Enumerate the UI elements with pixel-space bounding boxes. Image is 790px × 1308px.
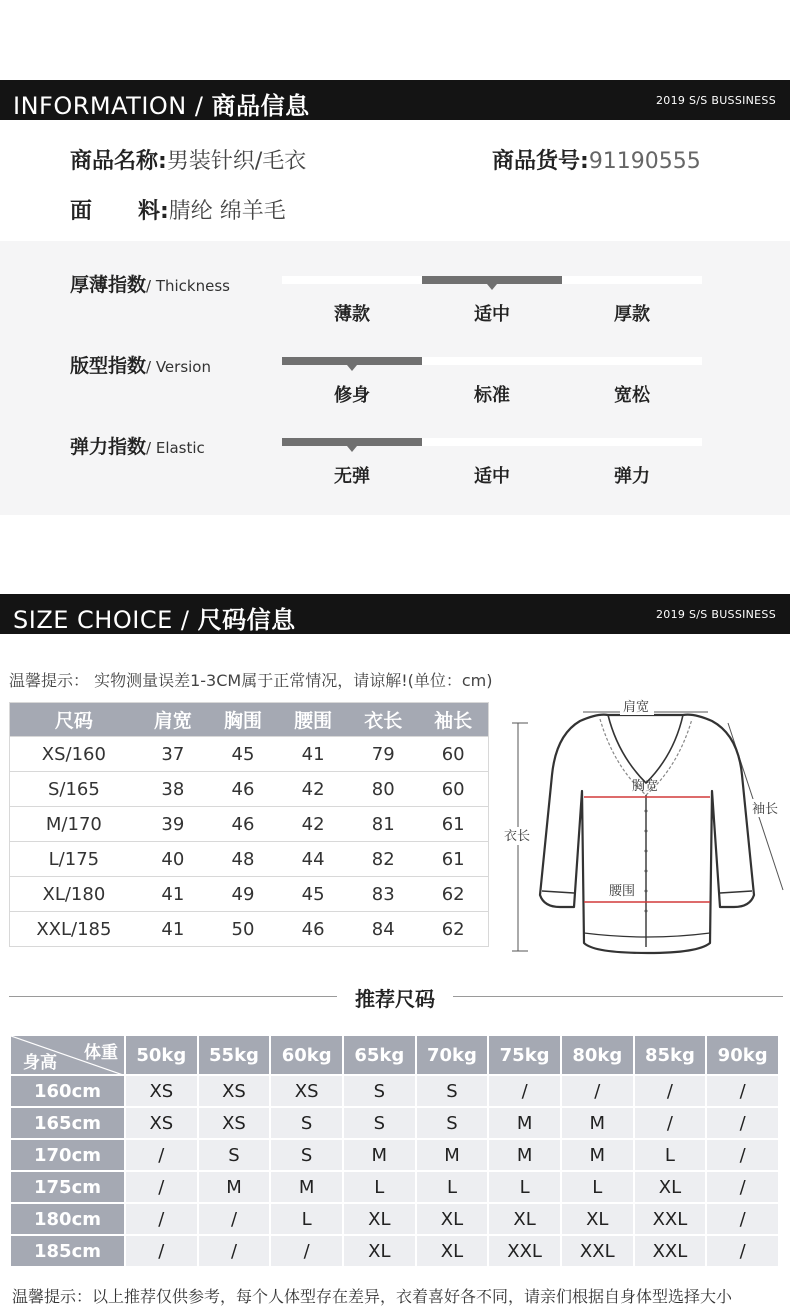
size-table-row bbox=[10, 877, 489, 912]
size-cell-value: 62 bbox=[418, 912, 488, 947]
recommend-size-cell: XS bbox=[198, 1107, 271, 1139]
sleeve-label: 袖长 bbox=[752, 802, 779, 817]
recommend-size-cell: / bbox=[706, 1107, 779, 1139]
size-cell-value: 61 bbox=[418, 842, 488, 877]
information-header bbox=[0, 80, 790, 120]
recommend-size-cell: XL bbox=[488, 1203, 561, 1235]
recommend-size-cell: / bbox=[270, 1235, 343, 1267]
recommend-size-cell: L bbox=[634, 1139, 707, 1171]
size-cell-value: 42 bbox=[278, 807, 348, 842]
recommend-size-cell: / bbox=[125, 1203, 198, 1235]
recommend-size-cell: M bbox=[488, 1107, 561, 1139]
recommend-size-cell: XXL bbox=[634, 1235, 707, 1267]
recommend-size-cell: L bbox=[270, 1203, 343, 1235]
size-cell-value: 46 bbox=[208, 807, 278, 842]
recommend-table bbox=[9, 1034, 780, 1268]
size-cell-value: 62 bbox=[418, 877, 488, 912]
elastic-bar bbox=[282, 438, 702, 446]
version-option-loose: 宽松 bbox=[614, 385, 650, 406]
product-code: 商品货号:91190555 bbox=[492, 149, 701, 174]
size-cell-value: 45 bbox=[278, 877, 348, 912]
weight-header-cell: 70kg bbox=[416, 1035, 489, 1075]
weight-header-cell: 60kg bbox=[270, 1035, 343, 1075]
size-table-row bbox=[10, 772, 489, 807]
recommend-size-cell: / bbox=[125, 1171, 198, 1203]
size-header bbox=[0, 594, 790, 634]
size-table-header bbox=[10, 703, 489, 737]
weight-header-cell: 90kg bbox=[706, 1035, 779, 1075]
recommend-size-cell: / bbox=[706, 1235, 779, 1267]
elastic-option-medium: 适中 bbox=[474, 466, 510, 487]
elastic-option-none: 无弹 bbox=[334, 466, 370, 487]
elastic-option-stretch: 弹力 bbox=[614, 466, 650, 487]
recommend-size-cell: XS bbox=[125, 1075, 198, 1107]
size-cell-value: 41 bbox=[138, 877, 208, 912]
size-title: SIZE CHOICE / 尺码信息 bbox=[13, 606, 296, 634]
recommend-corner-cell bbox=[10, 1035, 125, 1075]
recommend-size-cell: / bbox=[706, 1203, 779, 1235]
recommend-size-cell: L bbox=[561, 1171, 634, 1203]
recommend-footer-note: 温馨提示：以上推荐仅供参考，每个人体型存在差异，衣着喜好各不同，请亲们根据自身体型选择大小 bbox=[12, 1287, 733, 1306]
recommend-size-cell: / bbox=[488, 1075, 561, 1107]
weight-header-cell: 75kg bbox=[488, 1035, 561, 1075]
recommend-size-cell: M bbox=[561, 1107, 634, 1139]
recommend-table-row bbox=[10, 1203, 779, 1235]
recommend-size-cell: L bbox=[343, 1171, 416, 1203]
size-cell-value: 37 bbox=[138, 737, 208, 772]
size-table bbox=[9, 702, 489, 947]
height-axis-label: 身高 bbox=[23, 1053, 57, 1073]
height-row-header: 175cm bbox=[10, 1171, 125, 1203]
length-label: 衣长 bbox=[504, 829, 531, 844]
shoulder-label: 肩宽 bbox=[623, 700, 650, 715]
size-note: 温馨提示： 实物测量误差1-3CM属于正常情况，请谅解!(单位：cm) bbox=[9, 671, 493, 690]
size-cell-value: 82 bbox=[348, 842, 418, 877]
recommend-size-cell: XL bbox=[634, 1171, 707, 1203]
size-cell-value: 61 bbox=[418, 807, 488, 842]
size-table-row bbox=[10, 737, 489, 772]
recommend-size-cell: S bbox=[198, 1139, 271, 1171]
size-col-header: 腰围 bbox=[278, 703, 348, 737]
recommend-title: 推荐尺码 bbox=[355, 987, 435, 1011]
recommend-size-cell: S bbox=[343, 1075, 416, 1107]
recommend-size-cell: XL bbox=[343, 1235, 416, 1267]
thickness-option-thick: 厚款 bbox=[614, 304, 650, 325]
recommend-table-row bbox=[10, 1171, 779, 1203]
elastic-selected-fill bbox=[282, 438, 422, 446]
weight-header-cell: 80kg bbox=[561, 1035, 634, 1075]
product-material: 面 料:腈纶 绵羊毛 bbox=[70, 199, 286, 224]
size-cell-value: 60 bbox=[418, 772, 488, 807]
height-row-header: 180cm bbox=[10, 1203, 125, 1235]
version-label: 版型指数/ Version bbox=[70, 355, 211, 377]
divider-right bbox=[453, 996, 783, 997]
elastic-label: 弹力指数/ Elastic bbox=[70, 436, 205, 458]
weight-header-cell: 55kg bbox=[198, 1035, 271, 1075]
size-cell-value: 40 bbox=[138, 842, 208, 877]
product-name: 商品名称:男装针织/毛衣 bbox=[70, 149, 307, 174]
recommend-size-cell: XS bbox=[125, 1107, 198, 1139]
recommend-table-row bbox=[10, 1107, 779, 1139]
size-cell-value: 49 bbox=[208, 877, 278, 912]
waist-label: 腰围 bbox=[609, 884, 636, 899]
size-col-header: 衣长 bbox=[348, 703, 418, 737]
weight-header-cell: 85kg bbox=[634, 1035, 707, 1075]
size-cell-size: L/175 bbox=[10, 842, 138, 877]
size-cell-value: 80 bbox=[348, 772, 418, 807]
size-cell-value: 39 bbox=[138, 807, 208, 842]
recommend-size-cell: / bbox=[706, 1139, 779, 1171]
recommend-size-cell: S bbox=[270, 1139, 343, 1171]
size-cell-value: 60 bbox=[418, 737, 488, 772]
version-pointer bbox=[347, 365, 357, 371]
size-cell-value: 50 bbox=[208, 912, 278, 947]
information-subtitle: 2019 S/S BUSSINESS bbox=[655, 94, 776, 107]
size-cell-value: 83 bbox=[348, 877, 418, 912]
recommend-size-cell: S bbox=[343, 1107, 416, 1139]
chest-label: 胸宽 bbox=[632, 779, 659, 794]
recommend-size-cell: M bbox=[343, 1139, 416, 1171]
thickness-bar bbox=[282, 276, 702, 284]
sweater-neck bbox=[608, 715, 683, 783]
recommend-size-cell: / bbox=[706, 1171, 779, 1203]
size-cell-value: 81 bbox=[348, 807, 418, 842]
size-cell-value: 46 bbox=[278, 912, 348, 947]
weight-header-cell: 50kg bbox=[125, 1035, 198, 1075]
recommend-size-cell: XS bbox=[270, 1075, 343, 1107]
size-col-header: 肩宽 bbox=[138, 703, 208, 737]
recommend-size-cell: / bbox=[634, 1107, 707, 1139]
recommend-size-cell: L bbox=[416, 1171, 489, 1203]
recommend-table-row bbox=[10, 1235, 779, 1267]
height-row-header: 160cm bbox=[10, 1075, 125, 1107]
recommend-size-cell: / bbox=[125, 1139, 198, 1171]
recommend-size-cell: XXL bbox=[488, 1235, 561, 1267]
thickness-option-thin: 薄款 bbox=[334, 304, 370, 325]
recommend-size-cell: XL bbox=[416, 1235, 489, 1267]
size-cell-value: 42 bbox=[278, 772, 348, 807]
size-table-row bbox=[10, 807, 489, 842]
recommend-size-cell: S bbox=[270, 1107, 343, 1139]
recommend-size-cell: XL bbox=[416, 1203, 489, 1235]
recommend-size-cell: XL bbox=[343, 1203, 416, 1235]
size-cell-value: 79 bbox=[348, 737, 418, 772]
recommend-table-row bbox=[10, 1075, 779, 1107]
recommend-size-cell: / bbox=[706, 1075, 779, 1107]
version-selected-fill bbox=[282, 357, 422, 365]
size-col-header: 尺码 bbox=[10, 703, 138, 737]
information-title: INFORMATION / 商品信息 bbox=[13, 92, 310, 120]
recommend-size-cell: XXL bbox=[634, 1203, 707, 1235]
recommend-size-cell: XL bbox=[561, 1203, 634, 1235]
recommend-size-cell: / bbox=[125, 1235, 198, 1267]
sweater-body bbox=[540, 715, 754, 953]
size-cell-value: 41 bbox=[278, 737, 348, 772]
size-col-header: 袖长 bbox=[418, 703, 488, 737]
recommend-size-cell: XS bbox=[198, 1075, 271, 1107]
size-cell-value: 46 bbox=[208, 772, 278, 807]
recommend-size-cell: / bbox=[561, 1075, 634, 1107]
recommend-size-cell: M bbox=[416, 1139, 489, 1171]
recommend-size-cell: XXL bbox=[561, 1235, 634, 1267]
recommend-size-cell: M bbox=[488, 1139, 561, 1171]
size-cell-value: 84 bbox=[348, 912, 418, 947]
divider-left bbox=[9, 996, 337, 997]
recommend-size-cell: M bbox=[561, 1139, 634, 1171]
recommend-table-row bbox=[10, 1139, 779, 1171]
recommend-size-cell: M bbox=[270, 1171, 343, 1203]
version-option-standard: 标准 bbox=[474, 385, 510, 406]
size-cell-value: 38 bbox=[138, 772, 208, 807]
version-bar bbox=[282, 357, 702, 365]
thickness-selected-fill bbox=[422, 276, 562, 284]
size-cell-value: 41 bbox=[138, 912, 208, 947]
size-cell-size: XXL/185 bbox=[10, 912, 138, 947]
recommend-size-cell: S bbox=[416, 1107, 489, 1139]
size-cell-size: S/165 bbox=[10, 772, 138, 807]
recommend-size-cell: / bbox=[198, 1235, 271, 1267]
recommend-size-cell: / bbox=[634, 1075, 707, 1107]
size-cell-value: 44 bbox=[278, 842, 348, 877]
size-cell-value: 45 bbox=[208, 737, 278, 772]
size-col-header: 胸围 bbox=[208, 703, 278, 737]
recommend-size-cell: / bbox=[198, 1203, 271, 1235]
height-row-header: 185cm bbox=[10, 1235, 125, 1267]
thickness-label: 厚薄指数/ Thickness bbox=[70, 274, 230, 296]
thickness-pointer bbox=[487, 284, 497, 290]
recommend-table-header bbox=[10, 1035, 779, 1075]
size-subtitle: 2019 S/S BUSSINESS bbox=[655, 608, 776, 621]
recommend-size-cell: L bbox=[488, 1171, 561, 1203]
height-row-header: 165cm bbox=[10, 1107, 125, 1139]
size-table-row bbox=[10, 912, 489, 947]
height-row-header: 170cm bbox=[10, 1139, 125, 1171]
thickness-option-medium: 适中 bbox=[474, 304, 510, 325]
elastic-pointer bbox=[347, 446, 357, 452]
sweater-measurement-diagram bbox=[498, 695, 790, 960]
size-cell-size: M/170 bbox=[10, 807, 138, 842]
version-option-slim: 修身 bbox=[334, 385, 370, 406]
size-cell-size: XL/180 bbox=[10, 877, 138, 912]
size-table-row bbox=[10, 842, 489, 877]
weight-axis-label: 体重 bbox=[84, 1043, 118, 1063]
recommend-size-cell: S bbox=[416, 1075, 489, 1107]
size-cell-size: XS/160 bbox=[10, 737, 138, 772]
size-cell-value: 48 bbox=[208, 842, 278, 877]
recommend-size-cell: M bbox=[198, 1171, 271, 1203]
weight-header-cell: 65kg bbox=[343, 1035, 416, 1075]
